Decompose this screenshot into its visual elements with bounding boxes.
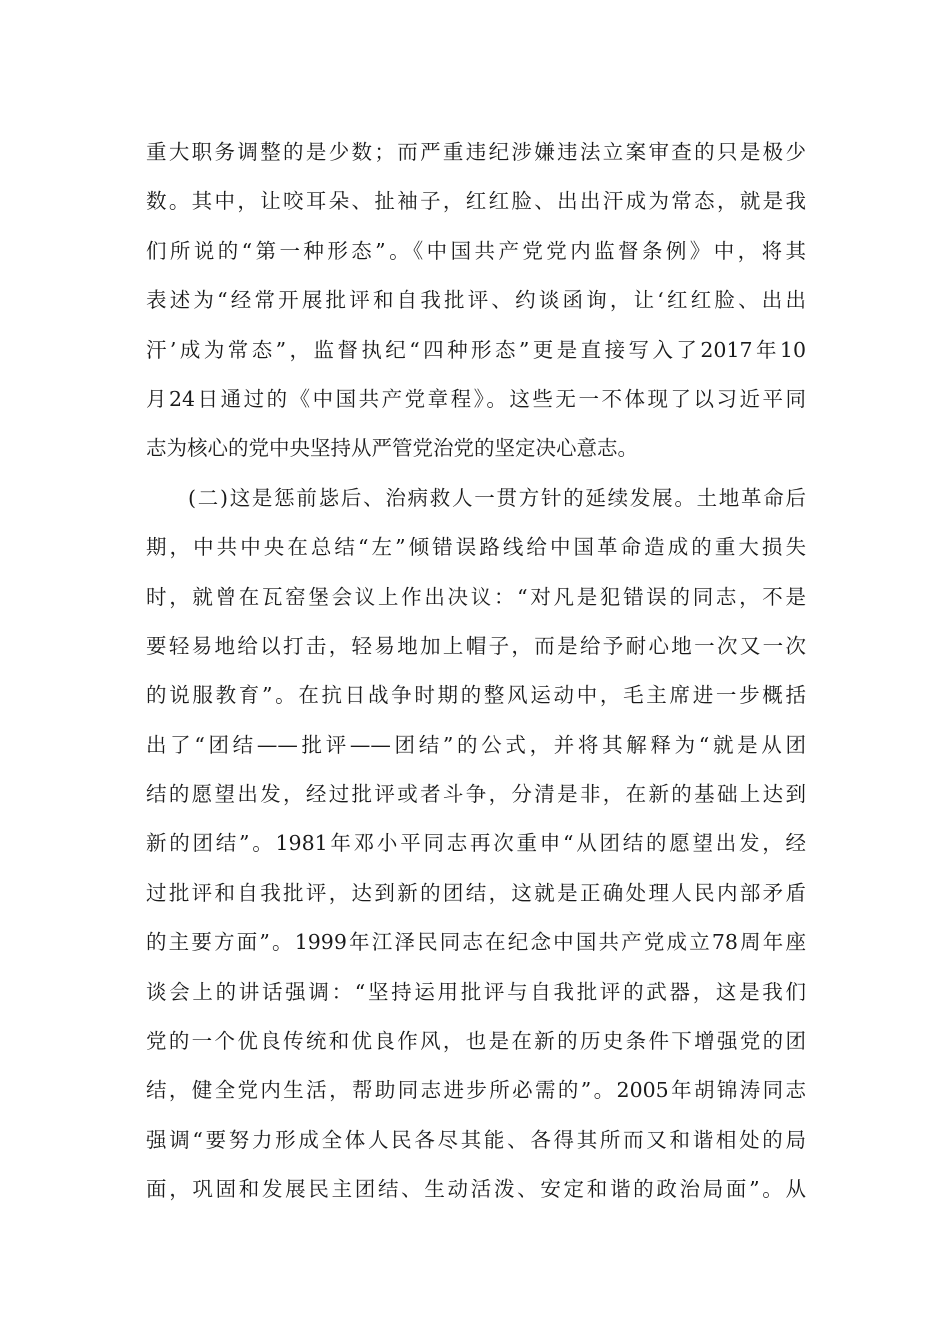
paragraph-1-line-2: 数。其中，让咬耳朵、扯袖子，红红脸、出出汗成为常态，就是我 xyxy=(146,189,806,214)
paragraph-1-line-4: 表述为“经常开展批评和自我批评、约谈函询，让‘红红脸、出出 xyxy=(146,288,806,313)
paragraph-1-line-6: 月24日通过的《中国共产党章程》。这些无一不体现了以习近平同 xyxy=(146,386,806,411)
paragraph-2-line-2: 期，中共中央在总结“左”倾错误路线给中国革命造成的重大损失 xyxy=(146,535,806,560)
document-body xyxy=(146,128,806,1215)
paragraph-2-line-7: 结的愿望出发，经过批评或者斗争，分清是非，在新的基础上达到 xyxy=(146,782,806,807)
paragraph-2-line-4: 要轻易地给以打击，轻易地加上帽子，而是给予耐心地一次又一次 xyxy=(146,633,806,658)
paragraph-2-line-6: 出了“团结——批评——团结”的公式，并将其解释为“就是从团 xyxy=(146,732,806,757)
paragraph-1-line-1: 重大职务调整的是少数；而严重违纪涉嫌违法立案审查的只是极少 xyxy=(146,140,806,164)
paragraph-2-line-10: 的主要方面”。1999年江泽民同志在纪念中国共产党成立78周年座 xyxy=(146,930,806,955)
paragraph-2-line-5: 的说服教育”。在抗日战争时期的整风运动中，毛主席进一步概括 xyxy=(146,683,806,708)
paragraph-2-line-9: 过批评和自我批评，达到新的团结，这就是正确处理人民内部矛盾 xyxy=(146,880,806,905)
paragraph-2-line-14: 强调“要努力形成全体人民各尽其能、各得其所而又和谐相处的局 xyxy=(146,1127,806,1152)
paragraph-1-line-7: 志为核心的党中央坚持从严管党治党的坚定决心意志。 xyxy=(146,436,638,461)
paragraph-2-line-1: (二)这是惩前毖后、治病救人一贯方针的延续发展。土地革命后 xyxy=(188,485,806,510)
paragraph-1-line-3: 们所说的“第一种形态”。《中国共产党党内监督条例》中，将其 xyxy=(146,238,806,263)
paragraph-2-line-11: 谈会上的讲话强调：“坚持运用批评与自我批评的武器，这是我们 xyxy=(146,979,806,1004)
paragraph-2-line-8: 新的团结”。1981年邓小平同志再次重申“从团结的愿望出发，经 xyxy=(146,831,806,856)
paragraph-1-line-5: 汗’成为常态”，监督执纪“四种形态”更是直接写入了2017年10 xyxy=(146,337,806,362)
paragraph-2-line-15: 面，巩固和发展民主团结、生动活泼、安定和谐的政治局面”。从 xyxy=(146,1177,806,1202)
paragraph-2-line-3: 时，就曾在瓦窑堡会议上作出决议：“对凡是犯错误的同志，不是 xyxy=(146,584,806,609)
paragraph-2-line-13: 结，健全党内生活，帮助同志进步所必需的”。2005年胡锦涛同志 xyxy=(146,1078,806,1103)
paragraph-2-line-12: 党的一个优良传统和优良作风，也是在新的历史条件下增强党的团 xyxy=(146,1029,806,1054)
